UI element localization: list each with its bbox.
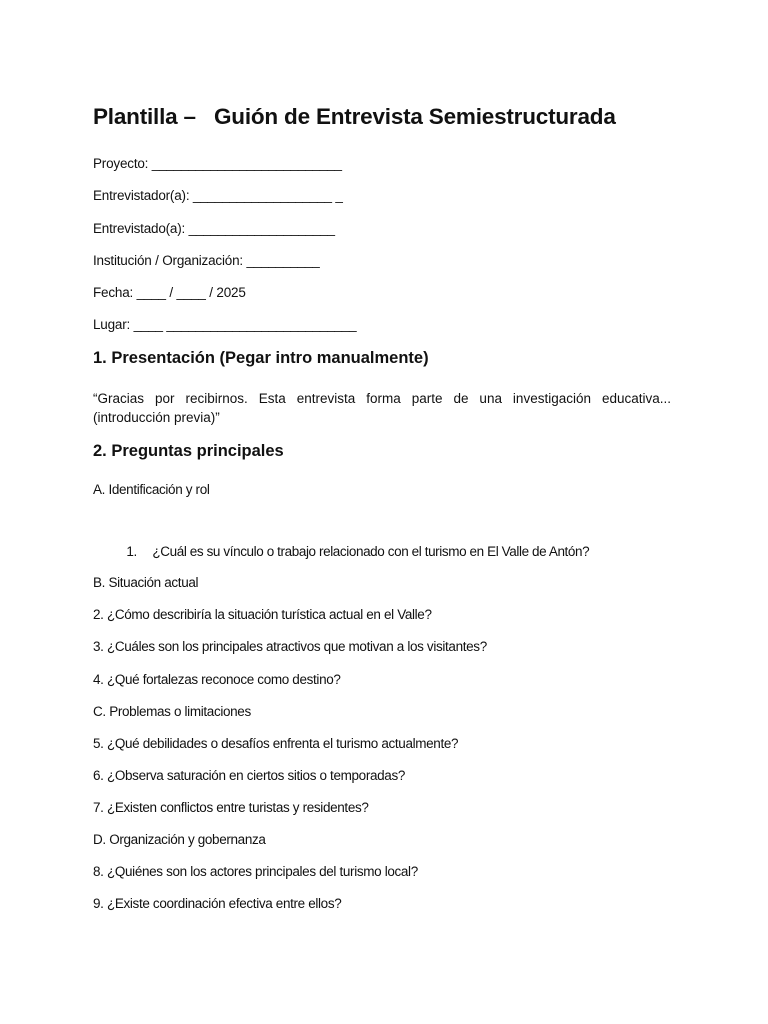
document-title: Plantilla – Guión de Entrevista Semiestructurada — [93, 104, 616, 129]
question-1 — [113, 529, 589, 574]
question-8: 8. ¿Quiénes son los actores principales del turismo local? — [93, 864, 418, 879]
intro-quote: “Gracias por recibirnos. Esta entrevista forma parte de una investigación educativa... (introducción previa)” — [93, 391, 671, 425]
subsection-situacion: B. Situación actual — [93, 575, 199, 590]
field-entrevistado: Entrevistado(a): ____________________ — [93, 221, 335, 236]
subsection-organizacion: D. Organización y gobernanza — [93, 832, 266, 847]
question-3: 3. ¿Cuáles son los principales atractivos que motivan a los visitantes? — [93, 639, 487, 654]
question-4: 4. ¿Qué fortalezas reconoce como destino? — [93, 672, 341, 687]
field-proyecto: Proyecto: __________________________ — [93, 156, 342, 171]
field-lugar: Lugar: ____ __________________________ — [93, 317, 357, 332]
section-heading-presentacion: 1. Presentación (Pegar intro manualmente) — [93, 349, 429, 367]
field-fecha: Fecha: ____ / ____ / 2025 — [93, 285, 246, 300]
question-7: 7. ¿Existen conflictos entre turistas y residentes? — [93, 800, 369, 815]
section-heading-preguntas: 2. Preguntas principales — [93, 442, 284, 460]
question-1-text: ¿Cuál es su vínculo o trabajo relacionado con el turismo en El Valle de Antón? — [152, 544, 590, 559]
question-1-marker: 1. — [126, 544, 137, 559]
question-9: 9. ¿Existe coordinación efectiva entre ellos? — [93, 896, 342, 911]
field-entrevistador: Entrevistador(a): ___________________ _ — [93, 188, 343, 203]
document-page — [93, 0, 673, 1024]
subsection-problemas: C. Problemas o limitaciones — [93, 704, 251, 719]
subsection-identificacion: A. Identificación y rol — [93, 482, 210, 497]
field-institucion: Institución / Organización: __________ — [93, 253, 320, 268]
question-2: 2. ¿Cómo describiría la situación turística actual en el Valle? — [93, 607, 432, 622]
question-6: 6. ¿Observa saturación en ciertos sitios o temporadas? — [93, 768, 406, 783]
question-5: 5. ¿Qué debilidades o desafíos enfrenta el turismo actualmente? — [93, 736, 459, 751]
